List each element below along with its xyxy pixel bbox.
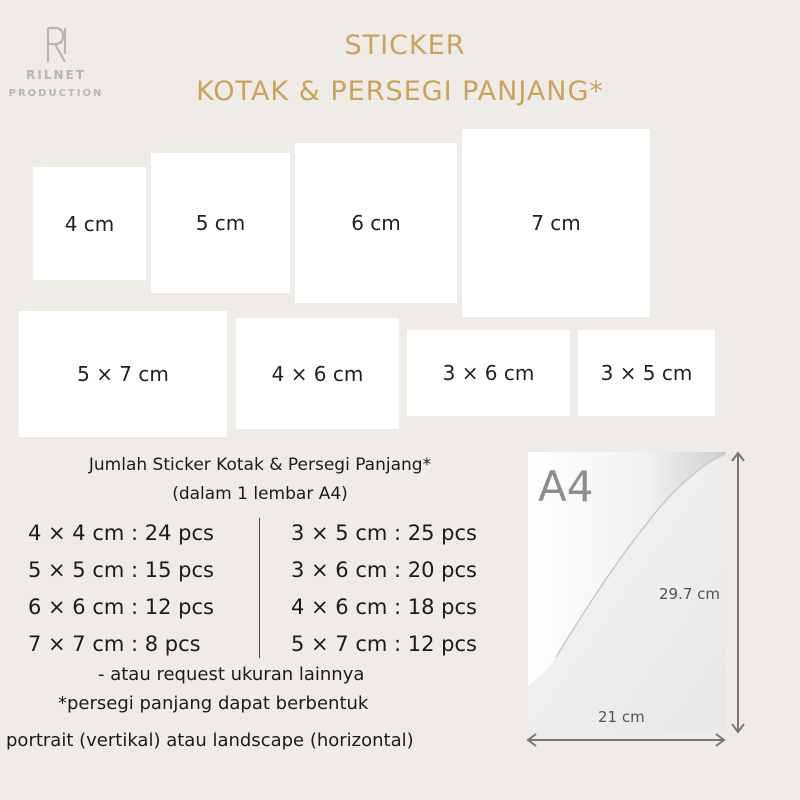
quantity-row: 6 × 6 cm : 12 pcs <box>28 595 214 619</box>
sticker-rect-5x7: 5 × 7 cm <box>19 311 227 437</box>
sticker-rect-3x5: 3 × 5 cm <box>578 330 715 416</box>
sticker-square-5cm: 5 cm <box>151 153 290 293</box>
note-line: *persegi panjang dapat berbentuk <box>58 693 369 714</box>
a4-label: A4 <box>538 462 594 511</box>
page-title: STICKER <box>344 30 466 61</box>
sticker-square-6cm: 6 cm <box>295 143 457 303</box>
logo-name: RILNET <box>26 68 86 82</box>
sticker-rect-3x6: 3 × 6 cm <box>407 330 570 416</box>
width-arrow-icon <box>525 731 727 749</box>
page-subtitle: KOTAK & PERSEGI PANJANG* <box>196 76 604 107</box>
note-line: - atau request ukuran lainnya <box>98 664 365 685</box>
logo-subtitle: PRODUCTION <box>8 88 104 99</box>
width-dimension: 21 cm <box>598 708 645 726</box>
sticker-rect-4x6: 4 × 6 cm <box>236 318 399 429</box>
quantity-heading: Jumlah Sticker Kotak & Persegi Panjang* <box>88 455 432 475</box>
quantity-row: 4 × 6 cm : 18 pcs <box>291 595 477 619</box>
quantity-row: 4 × 4 cm : 24 pcs <box>28 521 214 545</box>
quantity-subheading: (dalam 1 lembar A4) <box>172 484 348 504</box>
quantity-row: 7 × 7 cm : 8 pcs <box>28 632 201 656</box>
sticker-square-7cm: 7 cm <box>462 129 650 317</box>
height-arrow-icon <box>728 450 748 735</box>
column-divider <box>259 518 260 658</box>
sticker-square-4cm: 4 cm <box>33 167 146 280</box>
note-line: portrait (vertikal) atau landscape (horizontal) <box>6 730 414 751</box>
quantity-row: 3 × 6 cm : 20 pcs <box>291 558 477 582</box>
height-dimension: 29.7 cm <box>659 585 721 603</box>
quantity-row: 5 × 5 cm : 15 pcs <box>28 558 214 582</box>
quantity-row: 5 × 7 cm : 12 pcs <box>291 632 477 656</box>
quantity-row: 3 × 5 cm : 25 pcs <box>291 521 477 545</box>
